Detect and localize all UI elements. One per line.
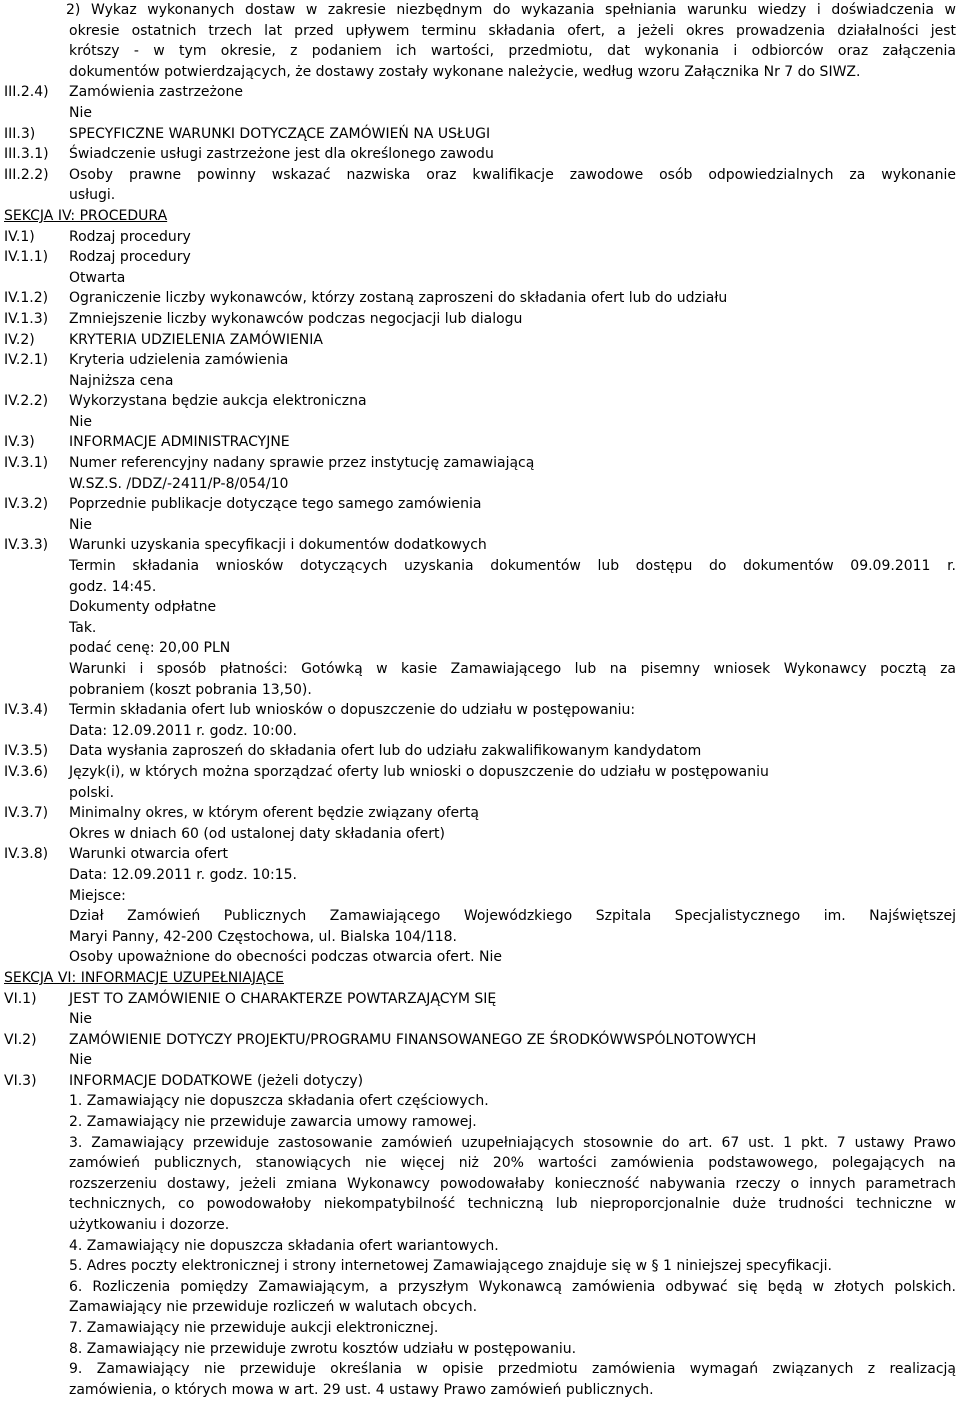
section-number: VI.2) [4, 1031, 37, 1048]
section-IV-1 [4, 227, 956, 248]
section-title: KRYTERIA UDZIELENIA ZAMÓWIENIA [69, 331, 323, 348]
list-item-continuation: rozszerzeniu dostawy, jeżeli zmiana Wykonawcy powodowałaby konieczność nabywania rzeczy o innych parametrach [69, 1175, 956, 1192]
section-value: polski. [69, 784, 115, 801]
section-VI-3 [4, 1071, 956, 1401]
list-item-continuation: zamówienia, o których mowa w art. 29 ust. 4 ustawy Prawo zamówień publicznych. [69, 1381, 654, 1398]
section-III-2-4 [4, 82, 956, 103]
section-title: Rodzaj procedury [69, 249, 191, 266]
document-page [4, 0, 956, 1400]
section-text-line: Warunki i sposób płatności: Gotówką w kasie Zamawiającego lub na pisemny wniosek Wykonawcy pocztą za [69, 661, 956, 677]
section-title: ZAMÓWIENIE DOTYCZY PROJEKTU/PROGRAMU FINANSOWANEGO ZE ŚRODKÓWWSPÓLNOTOWYCH [69, 1031, 757, 1048]
section-title: Kryteria udzielenia zamówienia [69, 352, 289, 369]
list-item-continuation: zamówień publicznych, stanowiących nie więcej niż 20% wartości zamówienia podstawowego, polegających na [69, 1155, 956, 1172]
section-title: Poprzednie publikacje dotyczące tego samego zamówienia [69, 496, 482, 513]
section-IV-3-7 [4, 803, 956, 824]
section-title: Minimalny okres, w którym oferent będzie związany ofertą [69, 805, 479, 822]
section-IV-3-6 [4, 762, 956, 783]
list-item: 9. Zamawiający nie przewiduje określania w opisie przedmiotu zamówienia wymagań związanych z realizacją [69, 1361, 956, 1378]
section-heading-IV: SEKCJA IV: PROCEDURA [4, 207, 168, 224]
intro-block [4, 0, 956, 82]
section-title: Warunki uzyskania specyfikacji i dokumentów dodatkowych [69, 537, 487, 554]
section-value: Data: 12.09.2011 r. godz. 10:00. [69, 722, 297, 739]
section-number: IV.3.6) [4, 763, 49, 780]
section-text-line: Tak. [69, 619, 97, 636]
section-text-line: Osoby upoważnione do obecności podczas otwarcia ofert. Nie [69, 949, 502, 966]
section-IV-3-4 [4, 700, 956, 721]
intro-line-3: krótszy - w tym okresie, z podaniem ich wartości, przedmiotu, dat wykonania i odbiorców oraz załączenia [69, 43, 956, 60]
section-text-line: podać cenę: 20,00 PLN [69, 640, 231, 657]
list-item: 2. Zamawiający nie przewiduje zawarcia umowy ramowej. [69, 1114, 477, 1131]
section-heading-VI: SEKCJA VI: INFORMACJE UZUPEŁNIAJĄCE [4, 969, 284, 986]
section-value: Nie [69, 1011, 92, 1028]
section-title: Zamówienia zastrzeżone [69, 84, 243, 101]
section-value: Najniższa cena [69, 372, 174, 389]
section-title: Warunki otwarcia ofert [69, 846, 228, 863]
section-IV-2 [4, 330, 956, 351]
intro-line-1: 2) Wykaz wykonanych dostaw w zakresie niezbędnym do wykazania spełniania warunku wiedzy i doświadczenia w [66, 2, 957, 18]
section-number: IV.1.3) [4, 310, 49, 327]
section-title: JEST TO ZAMÓWIENIE O CHARAKTERZE POWTARZAJĄCYM SIĘ [69, 990, 497, 1007]
section-IV-1-3 [4, 309, 956, 330]
section-number: VI.3) [4, 1072, 37, 1089]
list-item: 7. Zamawiający nie przewiduje aukcji elektronicznej. [69, 1320, 439, 1336]
section-IV-3 [4, 432, 956, 453]
section-title: Rodzaj procedury [69, 228, 191, 245]
section-title: Zmniejszenie liczby wykonawców podczas negocjacji lub dialogu [69, 310, 523, 327]
section-text-line: Dokumenty odpłatne [69, 599, 217, 616]
section-text-line: pobraniem (koszt pobrania 13,50). [69, 681, 312, 698]
section-text-line: godz. 14:45. [69, 578, 157, 595]
intro-number: 2) [66, 2, 81, 18]
section-value: Nie [69, 104, 92, 121]
section-value: Nie [69, 413, 92, 430]
section-number: IV.3.4) [4, 702, 49, 719]
section-value: Nie [69, 516, 92, 533]
list-item: 4. Zamawiający nie dopuszcza składania ofert wariantowych. [69, 1237, 499, 1254]
section-number: III.2.4) [4, 84, 49, 101]
section-III-3-1 [4, 144, 956, 165]
section-title: Język(i), w których można sporządzać oferty lub wnioski o dopuszczenie do udziału w postępowaniu [69, 763, 769, 780]
section-value: Okres w dniach 60 (od ustalonej daty składania ofert) [69, 825, 445, 842]
section-number: IV.3.5) [4, 743, 49, 760]
list-item: 6. Rozliczenia pomiędzy Zamawiającym, a przyszłym Wykonawcą zamówienia odbywać się będą w złotych polskich. [69, 1278, 956, 1295]
section-value: Nie [69, 1052, 92, 1069]
list-item: 1. Zamawiający nie dopuszcza składania ofert częściowych. [69, 1093, 489, 1110]
list-item-continuation: użytkowaniu i dozorze. [69, 1217, 230, 1234]
section-title: Wykorzystana będzie aukcja elektroniczna [69, 393, 367, 410]
section-text-line: Miejsce: [69, 887, 126, 904]
section-title: Ograniczenie liczby wykonawców, którzy zostaną zaproszeni do składania ofert lub do udziału [69, 290, 728, 307]
section-number: IV.2) [4, 331, 35, 348]
section-number: IV.1) [4, 228, 35, 245]
section-text-line: Dział Zamówień Publicznych Zamawiającego Wojewódzkiego Szpitala Specjalistycznego im. Najświętszej [69, 908, 956, 925]
section-IV-1-2 [4, 288, 956, 309]
intro-line-4: dokumentów potwierdzających, że dostawy zostały wykonane należycie, według wzoru Załącznika Nr 7 do SIWZ. [69, 63, 861, 80]
section-VI-1 [4, 989, 956, 1010]
section-number: III.2.2) [4, 166, 49, 183]
section-text-line: Osoby prawne powinny wskazać nazwiska oraz kwalifikacje zawodowe osób odpowiedzialnych za wykonanie [69, 166, 956, 183]
section-IV-2-2 [4, 391, 956, 412]
section-IV-1-1 [4, 247, 956, 268]
section-number: IV.1.2) [4, 290, 49, 307]
list-item: 3. Zamawiający przewiduje zastosowanie zamówień uzupełniających stosownie do art. 67 ust. 1 pkt. 7 ustawy Prawo [69, 1134, 956, 1151]
section-title: INFORMACJE ADMINISTRACYJNE [69, 434, 290, 451]
section-number: VI.1) [4, 990, 37, 1007]
section-number: IV.3.1) [4, 455, 49, 472]
list-item: 8. Zamawiający nie przewiduje zwrotu kosztów udziału w postępowaniu. [69, 1340, 577, 1357]
section-title: Świadczenie usługi zastrzeżone jest dla określonego zawodu [69, 146, 494, 163]
section-text-line: Data: 12.09.2011 r. godz. 10:15. [69, 866, 297, 883]
section-number: III.3) [4, 125, 36, 142]
section-IV-3-3 [4, 535, 956, 700]
section-text-line: Maryi Panny, 42-200 Częstochowa, ul. Bialska 104/118. [69, 928, 457, 945]
section-title: INFORMACJE DODATKOWE (jeżeli dotyczy) [69, 1072, 364, 1089]
section-number: IV.2.1) [4, 352, 49, 369]
section-value: W.SZ.S. /DDZ/-2411/P-8/054/10 [69, 475, 289, 492]
section-number: IV.3.8) [4, 846, 49, 863]
section-number: IV.1.1) [4, 249, 49, 266]
section-number: III.3.1) [4, 146, 49, 163]
section-VI-2 [4, 1030, 956, 1051]
section-number: IV.2.2) [4, 393, 49, 410]
section-IV-2-1 [4, 350, 956, 371]
section-number: IV.3.3) [4, 537, 49, 554]
section-number: IV.3.7) [4, 805, 49, 822]
intro-line-2: okresie ostatnich trzech lat przed upływem terminu składania ofert, a jeżeli okres prowadzenia działalności jest [69, 22, 956, 39]
section-number: IV.3) [4, 434, 35, 451]
list-item-continuation: Zamawiający nie przewiduje rozliczeń w walutach obcych. [69, 1299, 478, 1316]
section-IV-3-5 [4, 741, 956, 762]
section-title: Termin składania ofert lub wniosków o dopuszczenie do udziału w postępowaniu: [69, 702, 636, 719]
list-item-continuation: technicznych, co powodowałoby niekompatybilność techniczną lub nieproporcjonalnie duże trudności techniczne w [69, 1196, 956, 1213]
section-text-line: Termin składania wniosków dotyczących uzyskania dokumentów lub dostępu do dokumentów 09.09.2011 r. [69, 558, 956, 575]
list-item: 5. Adres poczty elektronicznej i strony internetowej Zamawiającego znajduje się w § 1 niniejszej specyfikacji. [69, 1258, 832, 1275]
section-text-line: usługi. [69, 187, 116, 204]
section-III-3 [4, 124, 956, 145]
section-III-2-2 [4, 165, 956, 206]
section-IV-3-2 [4, 494, 956, 515]
section-IV-3-8 [4, 844, 956, 968]
section-IV-3-1 [4, 453, 956, 474]
section-number: IV.3.2) [4, 496, 49, 513]
section-title: Data wysłania zaproszeń do składania ofert lub do udziału zakwalifikowanym kandydatom [69, 743, 702, 760]
section-title: SPECYFICZNE WARUNKI DOTYCZĄCE ZAMÓWIEŃ NA USŁUGI [69, 125, 491, 142]
section-title: Numer referencyjny nadany sprawie przez instytucję zamawiającą [69, 455, 535, 472]
section-value: Otwarta [69, 269, 126, 286]
